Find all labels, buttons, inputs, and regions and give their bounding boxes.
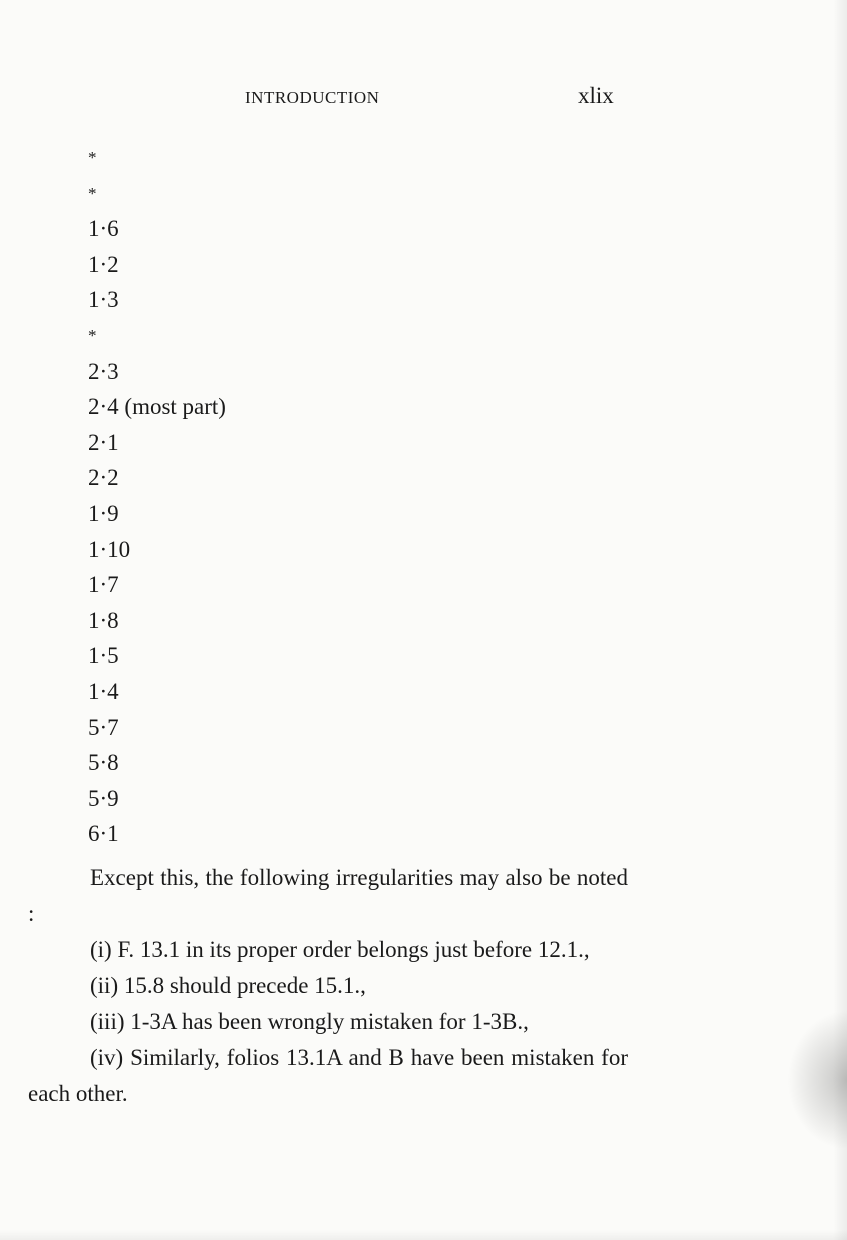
reference-item: 6·1 bbox=[88, 821, 119, 847]
reference-item: 2·3 bbox=[88, 358, 119, 384]
irregularity-item: (ii) 15.8 should precede 15.1., bbox=[90, 973, 366, 998]
reference-item: * bbox=[88, 183, 97, 203]
reference-item: 5·7 bbox=[88, 714, 119, 740]
scan-smudge bbox=[787, 1010, 847, 1150]
reference-item: 1·4 bbox=[88, 678, 119, 704]
reference-item: 1·8 bbox=[88, 607, 119, 633]
reference-item: * bbox=[88, 325, 97, 345]
folio-reference-list bbox=[88, 140, 226, 852]
body-text bbox=[28, 860, 628, 1112]
reference-item: 1·7 bbox=[88, 572, 119, 598]
reference-item: 1·9 bbox=[88, 500, 119, 526]
page-number: xlix bbox=[578, 83, 614, 108]
reference-item: 2·1 bbox=[88, 429, 119, 455]
reference-item: 1·2 bbox=[88, 251, 119, 277]
reference-item: 1·6 bbox=[88, 216, 119, 242]
page-bottom-edge bbox=[0, 1230, 847, 1240]
running-title: INTRODUCTION bbox=[245, 88, 380, 107]
irregularity-item: (iv) Similarly, folios 13.1A and B have been mistaken for each other. bbox=[28, 1045, 628, 1106]
reference-item: 1·10 bbox=[88, 536, 131, 562]
reference-item: 2·2 bbox=[88, 465, 119, 491]
running-head bbox=[0, 83, 847, 112]
irregularity-item: (iii) 1-3A has been wrongly mistaken for 1-3B., bbox=[90, 1009, 529, 1034]
reference-item: 1·3 bbox=[88, 287, 119, 313]
reference-item: 1·5 bbox=[88, 643, 119, 669]
reference-item: 5·8 bbox=[88, 750, 119, 776]
reference-item: 2·4 (most part) bbox=[88, 394, 226, 420]
irregularity-item: (i) F. 13.1 in its proper order belongs just before 12.1., bbox=[90, 937, 590, 962]
reference-item: * bbox=[88, 148, 97, 167]
reference-item: 5·9 bbox=[88, 785, 119, 811]
intro-paragraph: Except this, the following irregularities may also be noted : bbox=[28, 865, 628, 926]
